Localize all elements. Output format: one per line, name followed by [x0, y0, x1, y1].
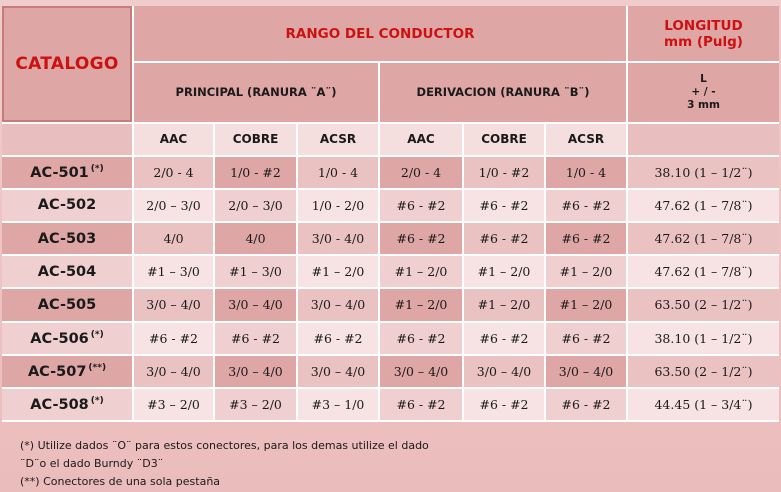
length-cell: 38.10 (1 – 1/2¨) [628, 323, 779, 356]
table-row [2, 356, 779, 389]
table-row [2, 223, 779, 256]
range-cell-aac-principal: #6 - #2 [134, 323, 215, 356]
range-cell-cobre-principal: 2/0 – 3/0 [215, 190, 298, 223]
catalog-number: AC-508 [30, 396, 89, 413]
catalog-cell [2, 323, 134, 356]
footnote-mark: (*) [90, 395, 104, 406]
catalog-number: AC-504 [37, 263, 97, 280]
rango-conductor-header: RANGO DEL CONDUCTOR [134, 6, 628, 63]
range-cell-aac-principal: 3/0 – 4/0 [134, 356, 215, 389]
catalog-cell [2, 157, 134, 190]
tolerance-line2: + / - [691, 85, 716, 98]
range-cell-acsr-derivacion: #1 – 2/0 [546, 256, 628, 289]
catalog-cell [2, 190, 134, 223]
footnote-line: ¨D¨o el dado Burndy ¨D3¨ [20, 457, 164, 470]
range-cell-acsr-principal: 1/0 - 4 [298, 157, 380, 190]
range-cell-acsr-derivacion: #6 - #2 [546, 223, 628, 256]
footnotes [20, 437, 760, 491]
length-cell: 63.50 (2 – 1/2¨) [628, 289, 779, 322]
range-cell-cobre-derivacion: #6 - #2 [464, 389, 546, 422]
range-cell-acsr-derivacion: #1 – 2/0 [546, 289, 628, 322]
range-cell-cobre-derivacion: 1/0 - #2 [464, 157, 546, 190]
range-cell-aac-principal: #3 – 2/0 [134, 389, 215, 422]
range-cell-acsr-principal: #3 – 1/0 [298, 389, 380, 422]
range-cell-cobre-principal: #3 – 2/0 [215, 389, 298, 422]
range-cell-acsr-derivacion: 1/0 - 4 [546, 157, 628, 190]
footnote-mark: (*) [90, 329, 104, 340]
length-cell: 63.50 (2 – 1/2¨) [628, 356, 779, 389]
table-row [2, 323, 779, 356]
longitud-header-line1: LONGITUD [664, 17, 743, 34]
table-row [2, 157, 779, 190]
blank-header-cell [628, 124, 779, 157]
tolerance-header [628, 63, 779, 123]
longitud-header-line2: mm (Pulg) [664, 33, 743, 50]
range-cell-aac-principal: 2/0 – 3/0 [134, 190, 215, 223]
longitud-header [628, 6, 779, 63]
range-cell-acsr-principal: 3/0 – 4/0 [298, 356, 380, 389]
range-cell-acsr-principal: 3/0 - 4/0 [298, 223, 380, 256]
catalog-number: AC-502 [37, 197, 97, 214]
catalog-cell [2, 356, 134, 389]
catalog-number: AC-506 [30, 330, 89, 347]
table-body [2, 157, 779, 422]
range-cell-acsr-derivacion: #6 - #2 [546, 190, 628, 223]
derivacion-header: DERIVACION (RANURA ¨B¨) [380, 63, 628, 123]
range-cell-cobre-principal: #6 - #2 [215, 323, 298, 356]
range-cell-aac-principal: 2/0 - 4 [134, 157, 215, 190]
footnote-line: (*) Utilize dados ¨O¨ para estos conectores, para los demas utilize el dado [20, 439, 429, 452]
footnote-mark: (**) [88, 362, 107, 373]
range-cell-cobre-derivacion: #1 – 2/0 [464, 256, 546, 289]
tolerance-line1: L [700, 72, 707, 85]
catalogo-header: CATALOGO [2, 6, 134, 124]
footnote-line: (**) Conectores de una sola pestaña [20, 475, 221, 488]
range-cell-acsr-principal: 3/0 – 4/0 [298, 289, 380, 322]
range-cell-acsr-derivacion: #6 - #2 [546, 389, 628, 422]
column-header-cobre-principal: COBRE [215, 124, 298, 157]
table-row [2, 256, 779, 289]
range-cell-acsr-derivacion: #6 - #2 [546, 323, 628, 356]
range-cell-cobre-principal: 4/0 [215, 223, 298, 256]
length-cell: 47.62 (1 – 7/8¨) [628, 256, 779, 289]
column-header-acsr-derivacion: ACSR [546, 124, 628, 157]
catalog-cell [2, 289, 134, 322]
column-header-cobre-derivacion: COBRE [464, 124, 546, 157]
range-cell-aac-derivacion: 3/0 – 4/0 [380, 356, 464, 389]
range-cell-cobre-principal: 3/0 – 4/0 [215, 289, 298, 322]
length-cell: 47.62 (1 – 7/8¨) [628, 190, 779, 223]
range-cell-acsr-derivacion: 3/0 – 4/0 [546, 356, 628, 389]
range-cell-aac-derivacion: #1 – 2/0 [380, 256, 464, 289]
range-cell-cobre-principal: 3/0 – 4/0 [215, 356, 298, 389]
catalog-number: AC-505 [37, 296, 97, 313]
column-header-acsr-principal: ACSR [298, 124, 380, 157]
range-cell-cobre-derivacion: #6 - #2 [464, 223, 546, 256]
range-cell-cobre-derivacion: 3/0 – 4/0 [464, 356, 546, 389]
column-header-aac-derivacion: AAC [380, 124, 464, 157]
range-cell-cobre-derivacion: #6 - #2 [464, 323, 546, 356]
range-cell-cobre-principal: #1 – 3/0 [215, 256, 298, 289]
range-cell-aac-derivacion: #6 - #2 [380, 389, 464, 422]
column-header-aac-principal: AAC [134, 124, 215, 157]
range-cell-acsr-principal: #6 - #2 [298, 323, 380, 356]
range-cell-aac-principal: 4/0 [134, 223, 215, 256]
length-cell: 38.10 (1 – 1/2¨) [628, 157, 779, 190]
range-cell-acsr-principal: #1 – 2/0 [298, 256, 380, 289]
table-row [2, 190, 779, 223]
connector-spec-table [2, 6, 779, 422]
catalog-number: AC-507 [27, 363, 87, 380]
catalog-cell [2, 389, 134, 422]
range-cell-aac-derivacion: #6 - #2 [380, 190, 464, 223]
range-cell-cobre-principal: 1/0 - #2 [215, 157, 298, 190]
principal-header: PRINCIPAL (RANURA ¨A¨) [134, 63, 380, 123]
range-cell-aac-derivacion: #1 – 2/0 [380, 289, 464, 322]
range-cell-aac-derivacion: #6 - #2 [380, 223, 464, 256]
range-cell-cobre-derivacion: #6 - #2 [464, 190, 546, 223]
range-cell-cobre-derivacion: #1 – 2/0 [464, 289, 546, 322]
catalog-cell [2, 223, 134, 256]
catalog-number: AC-501 [30, 164, 89, 181]
range-cell-aac-derivacion: #6 - #2 [380, 323, 464, 356]
catalog-cell [2, 256, 134, 289]
range-cell-aac-principal: #1 – 3/0 [134, 256, 215, 289]
blank-header-cell [2, 124, 134, 157]
table-row [2, 389, 779, 422]
catalog-number: AC-503 [37, 230, 97, 247]
footnote-mark: (*) [90, 163, 104, 174]
range-cell-aac-derivacion: 2/0 - 4 [380, 157, 464, 190]
tolerance-line3: 3 mm [687, 98, 720, 111]
range-cell-aac-principal: 3/0 – 4/0 [134, 289, 215, 322]
range-cell-acsr-principal: 1/0 - 2/0 [298, 190, 380, 223]
length-cell: 47.62 (1 – 7/8¨) [628, 223, 779, 256]
table-row [2, 289, 779, 322]
length-cell: 44.45 (1 – 3/4¨) [628, 389, 779, 422]
